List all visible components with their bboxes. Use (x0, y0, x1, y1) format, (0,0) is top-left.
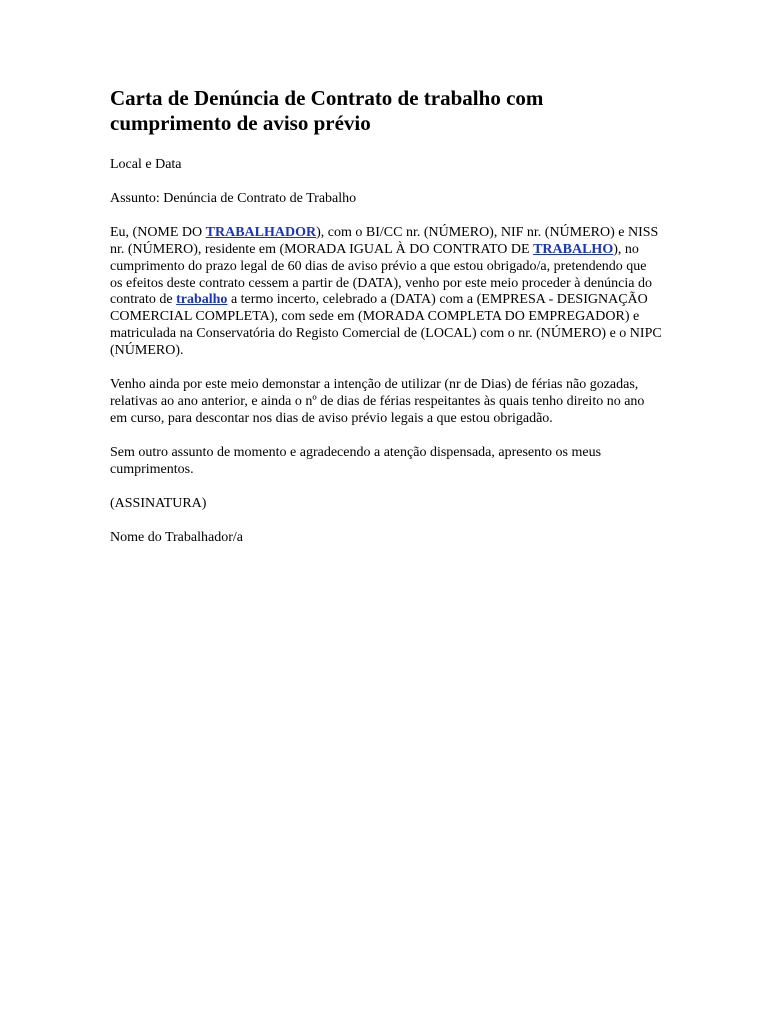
document-title: Carta de Denúncia de Contrato de trabalho com cumprimento de aviso prévio (110, 86, 544, 135)
subject-line: Assunto: Denúncia de Contrato de Trabalho (110, 190, 357, 206)
body-paragraph-3: Sem outro assunto de momento e agradecendo a atenção dispensada, apresento os meus cumprimentos. (110, 444, 602, 477)
link-trabalho-caps[interactable]: TRABALHO (533, 241, 614, 257)
signature: (ASSINATURA) (110, 495, 207, 511)
body1-text-3: ), no cumprimento do prazo legal de 60 dias de aviso prévio a que estou obrigado/a, pretendendo que os efeitos deste contrato cessem a partir de (DATA), venho por este meio proceder à denúncia do contrato de (110, 241, 652, 308)
document-page (110, 86, 662, 563)
link-trabalhador[interactable]: TRABALHADOR (205, 224, 317, 240)
body-paragraph-1 (110, 225, 662, 360)
body1-text-2: ), com o BI/CC nr. (NÚMERO), NIF nr. (NÚMERO) e NISS nr. (NÚMERO), residente em (MORADA IGUAL À DO CONTRATO DE (110, 224, 659, 257)
local-and-date: Local e Data (110, 157, 182, 172)
body1-text-1: Eu, (NOME DO (110, 224, 206, 240)
link-trabalho[interactable]: trabalho (176, 292, 228, 308)
worker-name: Nome do Trabalhador/a (110, 529, 243, 545)
body1-text-4: a termo incerto, celebrado a (DATA) com a (EMPRESA - DESIGNAÇÃO COMERCIAL COMPLETA), com sede em (MORADA COMPLETA DO EMPREGADOR) e matriculada na Conservatória do Registo Comercial de (LOCAL) com o nr. (NÚMERO) e o NIPC (NÚMERO). (110, 292, 662, 359)
body-paragraph-2: Venho ainda por este meio demonstar a intenção de utilizar (nr de Dias) de férias não gozadas, relativas ao ano anterior, e ainda o nº de dias de férias respeitantes às quais tenho direito no ano em curso, para descontar nos dias de aviso prévio legais a que estou obrigadão. (110, 377, 645, 426)
